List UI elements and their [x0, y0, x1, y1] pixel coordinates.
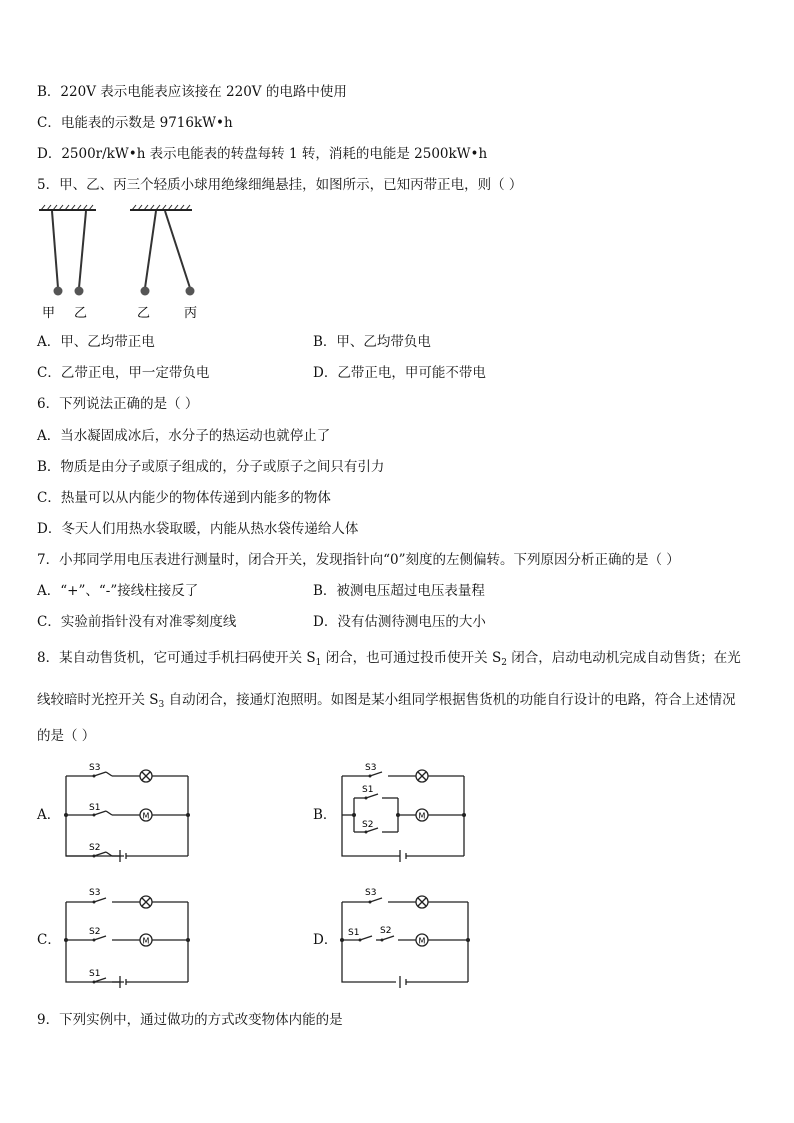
right-support	[130, 205, 195, 296]
circuit-a	[60, 758, 200, 862]
label-jia: 甲	[42, 306, 56, 321]
left-support	[39, 205, 96, 296]
label-bing: 丙	[184, 306, 198, 321]
switch-label: S2	[89, 843, 101, 853]
switch-label: S3	[89, 763, 101, 773]
q5-pendulum-figure	[34, 204, 214, 322]
ball-bing	[186, 287, 195, 296]
q7-stem: 7．小邦同学用电压表进行测量时，闭合开关，发现指针向“0”刻度的左侧偏转。下列原因分析正确的是（ ）	[37, 552, 680, 568]
q8-stem-line3: 的是（ ）	[37, 728, 96, 744]
switch-label: S2	[362, 820, 374, 830]
motor-icon: M	[418, 936, 426, 946]
switch-label: S1	[362, 785, 374, 795]
q5-stem: 5．甲、乙、丙三个轻质小球用绝缘细绳悬挂，如图所示，已知丙带正电，则（ ）	[37, 177, 523, 193]
q8-stem-line2: 线较暗时光控开关 $S_3$ 自动闭合，接通灯泡照明。如图是某小组同学根据售货机的功能自行设计的电路，符合上述情况	[37, 692, 736, 710]
motor-icon: M	[142, 811, 150, 821]
switch-label: S2	[89, 927, 101, 937]
switch-label: S3	[365, 888, 377, 898]
circuit-d-label: D．	[313, 932, 338, 948]
q8-stem-line1: 8．某自动售货机，它可通过手机扫码使开关 $S_1$ 闭合，也可通过投币使开关 $S_2$ 闭合，启动电动机完成自动售货；在光	[37, 650, 741, 668]
switch-label: S1	[348, 928, 360, 938]
ball-yi-right	[141, 287, 150, 296]
label-yi-right: 乙	[137, 306, 151, 321]
q7-option-c: C．实验前指针没有对准零刻度线	[37, 614, 237, 630]
switch-label: S2	[380, 926, 392, 936]
circuit-a-label: A．	[37, 807, 61, 823]
q7-option-d: D．没有估测待测电压的大小	[313, 614, 486, 630]
circuit-c-label: C．	[37, 932, 61, 948]
motor-icon: M	[142, 936, 150, 946]
switch-label: S1	[89, 969, 101, 979]
q6-stem: 6．下列说法正确的是（ ）	[37, 396, 199, 412]
q6-option-a: A．当水凝固成冰后，水分子的热运动也就停止了	[37, 428, 331, 444]
q5-option-d: D．乙带正电，甲可能不带电	[313, 365, 486, 381]
q9-stem: 9．下列实例中，通过做功的方式改变物体内能的是	[37, 1012, 343, 1028]
ball-jia	[54, 287, 63, 296]
switch-label: S1	[89, 803, 101, 813]
motor-icon: M	[418, 811, 426, 821]
q6-option-d: D．冬天人们用热水袋取暖，内能从热水袋传递给人体	[37, 521, 359, 537]
q5-option-c: C．乙带正电，甲一定带负电	[37, 365, 210, 381]
circuit-d	[336, 882, 476, 988]
ball-yi-left	[75, 287, 84, 296]
q7-option-a: A．“+”、“-”接线柱接反了	[37, 583, 199, 599]
circuit-b-label: B．	[313, 807, 337, 823]
q7-option-b: B．被测电压超过电压表量程	[313, 583, 485, 599]
switch-label: S3	[89, 888, 101, 898]
circuit-b	[336, 758, 476, 864]
circuit-c	[60, 882, 200, 988]
q6-option-c: C．热量可以从内能少的物体传递到内能多的物体	[37, 490, 331, 506]
q5-option-b: B．甲、乙均带负电	[313, 334, 431, 350]
switch-label: S3	[365, 763, 377, 773]
q5-option-a: A．甲、乙均带正电	[37, 334, 155, 350]
label-yi-left: 乙	[74, 306, 88, 321]
q4-option-c: C．电能表的示数是 9716kW•h	[37, 115, 233, 131]
q4-option-b: B．220V 表示电能表应该接在 220V 的电路中使用	[37, 84, 347, 100]
q4-option-d: D．2500r/kW•h 表示电能表的转盘每转 1 转，消耗的电能是 2500kW•h	[37, 146, 488, 162]
q6-option-b: B．物质是由分子或原子组成的，分子或原子之间只有引力	[37, 459, 385, 475]
